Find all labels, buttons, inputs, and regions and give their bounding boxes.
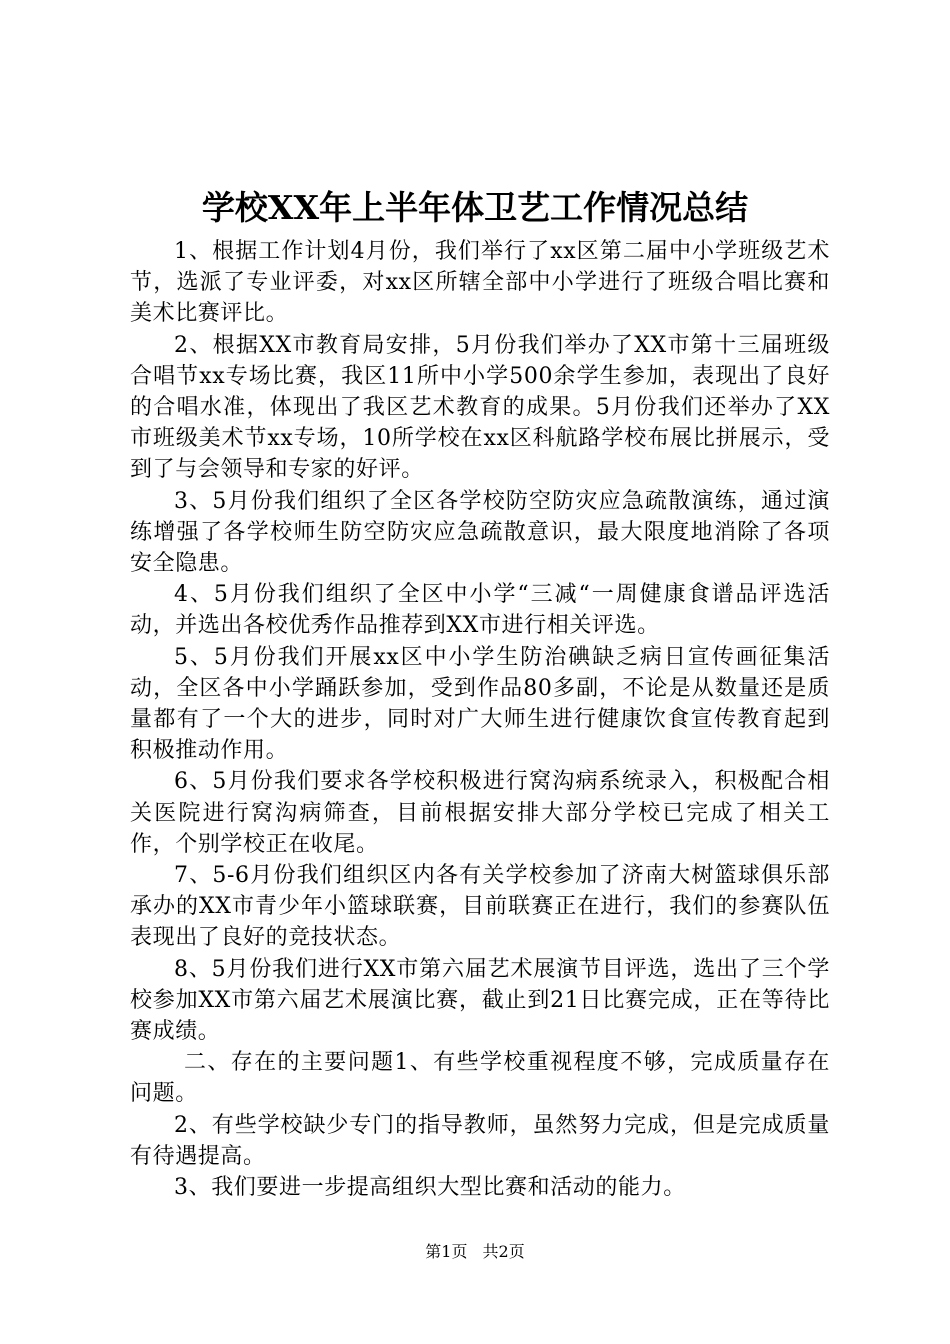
paragraph-2: 2、根据XX市教育局安排，5月份我们举办了XX市第十三届班级合唱节xx专场比赛，我区11所中小学500余学生参加，表现出了良好的合唱水准，体现出了我区艺术教育的成果。5月份我们还举办了XX市班级美术节xx专场，10所学校在xx区科航路学校布展比拼展示，受到了与会领导和专家的好评。 [130,332,830,483]
paragraph-4: 4、5月份我们组织了全区中小学“三减“一周健康食谱品评选活动，并选出各校优秀作品推荐到XX市进行相关评选。 [130,582,830,639]
page-total: 共2页 [482,1242,525,1261]
paragraph-5: 5、5月份我们开展xx区中小学生防治碘缺乏病日宣传画征集活动，全区各中小学踊跃参加，受到作品80多副，不论是从数量还是质量都有了一个大的进步，同时对广大师生进行健康饮食宣传教育起到积极推动作用。 [130,644,830,764]
paragraph-problem-2: 2、有些学校缺少专门的指导教师，虽然努力完成，但是完成质量有待遇提高。 [130,1112,830,1169]
page-footer [0,1240,950,1264]
page-number: 第1页 [425,1242,468,1261]
paragraph-8: 8、5月份我们进行XX市第六届艺术展演节目评选，选出了三个学校参加XX市第六届艺术展演比赛，截止到21日比赛完成，正在等待比赛成绩。 [130,956,830,1045]
paragraph-problem-3: 3、我们要进一步提高组织大型比赛和活动的能力。 [174,1175,686,1201]
document-title: 学校XX年上半年体卫艺工作情况总结 [201,188,749,227]
paragraph-6: 6、5月份我们要求各学校积极进行窝沟病系统录入，积极配合相关医院进行窝沟病筛查，目前根据安排大部分学校已完成了相关工作，个别学校正在收尾。 [130,769,830,857]
document-body [130,236,830,1203]
paragraph-3: 3、5月份我们组织了全区各学校防空防灾应急疏散演练，通过演练增强了各学校师生防空防灾应急疏散意识，最大限度地消除了各项安全隐患。 [130,488,830,577]
section-problems-paragraph: 二、存在的主要问题1、有些学校重视程度不够，完成质量存在问题。 [130,1050,830,1107]
paragraph-1: 1、根据工作计划4月份，我们举行了xx区第二届中小学班级艺术节，选派了专业评委，对xx区所辖全部中小学进行了班级合唱比赛和美术比赛评比。 [130,239,830,327]
paragraph-7: 7、5-6月份我们组织区内各有关学校参加了济南大树篮球俱乐部承办的XX市青少年小篮球联赛，目前联赛正在进行，我们的参赛队伍表现出了良好的竞技状态。 [130,863,830,951]
